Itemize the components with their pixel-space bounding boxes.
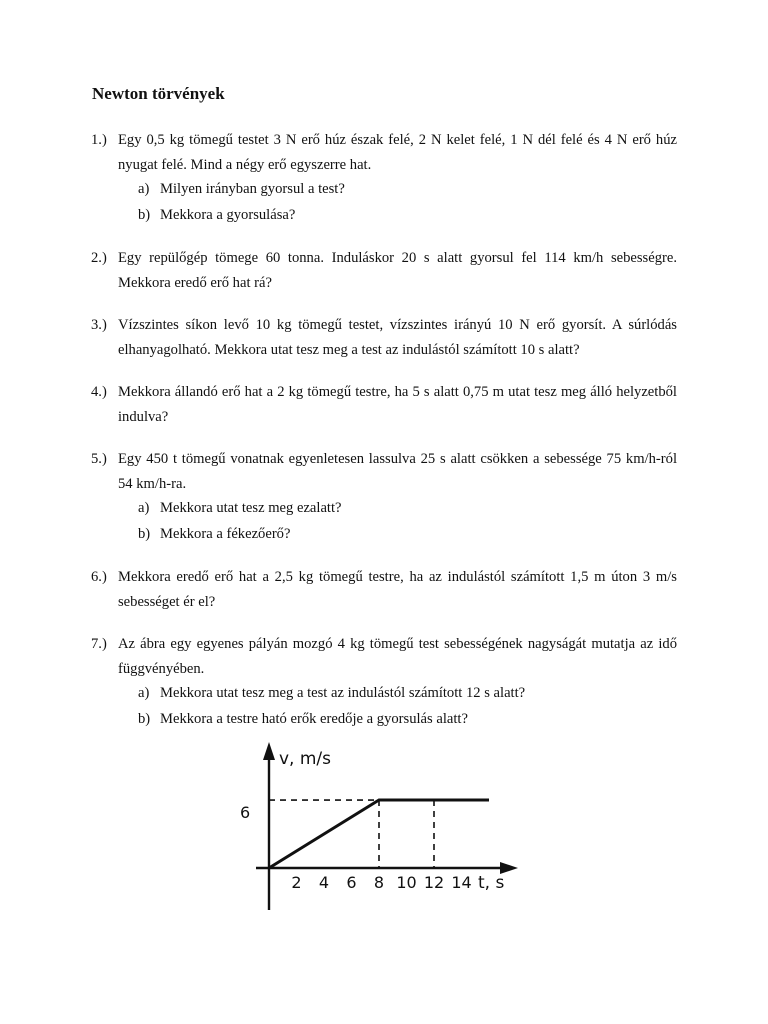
question-text: Egy 450 t tömegű vonatnak egyenletesen lassulva 25 s alatt csökken a sebessége 75 km/h-ról 54 km/h-ra. (118, 451, 677, 492)
sub-question-text: Mekkora a fékezőerő? (160, 525, 291, 542)
page-title: Newton törvények (92, 84, 225, 103)
question-4 (91, 380, 677, 429)
sub-question-list (118, 681, 677, 732)
sub-question-text: Mekkora utat tesz meg a test az indulástól számított 12 s alatt? (160, 685, 526, 701)
y-tick-label: 6 (240, 803, 251, 822)
question-number: 4.) (91, 384, 107, 400)
x-tick-label: 4 (318, 873, 330, 892)
question-6 (91, 565, 677, 614)
x-tick-label: 6 (346, 873, 357, 892)
sub-question-list (118, 496, 677, 547)
question-2 (91, 246, 677, 295)
question-number: 5.) (91, 451, 107, 467)
x-tick-label: 2 (291, 873, 302, 892)
sub-question-text: Mekkora a gyorsulása? (160, 206, 296, 223)
question-text: Mekkora állandó erő hat a 2 kg tömegű testre, ha 5 s alatt 0,75 m utat tesz meg álló helyzetből indulva? (118, 384, 677, 425)
question-3 (91, 313, 677, 362)
sub-question-letter: b) (138, 525, 151, 542)
x-tick-labels (291, 873, 471, 892)
sub-question-letter: a) (138, 500, 150, 516)
sub-question (118, 203, 677, 229)
sub-question-letter: b) (138, 206, 151, 223)
graph-marks (269, 800, 489, 868)
sub-question (118, 496, 677, 522)
question-number: 7.) (91, 636, 107, 652)
sub-question (118, 681, 677, 707)
sub-question-letter: a) (138, 181, 150, 197)
x-tick-label: 12 (423, 873, 445, 892)
x-tick-label: 10 (396, 873, 417, 892)
sub-question-letter: a) (138, 685, 150, 701)
question-number: 6.) (91, 569, 107, 585)
sub-question (118, 522, 677, 548)
y-axis-arrow (263, 742, 275, 760)
sub-question-text: Mekkora utat tesz meg ezalatt? (160, 500, 342, 516)
question-number: 3.) (91, 317, 107, 333)
x-tick-label: 8 (373, 873, 385, 892)
y-axis-label: v, m/s (279, 749, 332, 769)
velocity-time-graph (226, 738, 526, 918)
question-text: Egy repülőgép tömege 60 tonna. Induláskor 20 s alatt gyorsul fel 114 km/h sebességre. Mekkora eredő erő hat rá? (118, 250, 677, 291)
question-7 (91, 632, 677, 732)
question-number: 1.) (91, 132, 107, 148)
question-5 (91, 447, 677, 547)
x-tick-label: 14 (451, 873, 472, 892)
question-list (91, 128, 677, 750)
sub-question (118, 707, 677, 733)
question-text: Mekkora eredő erő hat a 2,5 kg tömegű testre, ha az indulástól számított 1,5 m úton 3 m/s sebességet ér el? (118, 569, 677, 610)
x-axis-label: t, s (478, 873, 505, 893)
sub-question (118, 177, 677, 203)
question-text: Egy 0,5 kg tömegű testet 3 N erő húz észak felé, 2 N kelet felé, 1 N dél felé és 4 N erő húz nyugat felé. Mind a négy erő egyszerre hat. (118, 132, 677, 173)
question-text: Vízszintes síkon levő 10 kg tömegű testet, vízszintes irányú 10 N erő gyorsít. A súrlódás elhanyagolható. Mekkora utat tesz meg a test az indulástól számított 10 s alatt? (118, 317, 677, 358)
sub-question-text: Mekkora a testre ható erők eredője a gyorsulás alatt? (160, 710, 468, 727)
sub-question-text: Milyen irányban gyorsul a test? (160, 181, 345, 197)
question-1 (91, 128, 677, 228)
question-text: Az ábra egy egyenes pályán mozgó 4 kg tömegű test sebességének nagyságát mutatja az idő függvényében. (118, 636, 677, 677)
sub-question-list (118, 177, 677, 228)
question-number: 2.) (91, 250, 107, 266)
sub-question-letter: b) (138, 710, 151, 727)
